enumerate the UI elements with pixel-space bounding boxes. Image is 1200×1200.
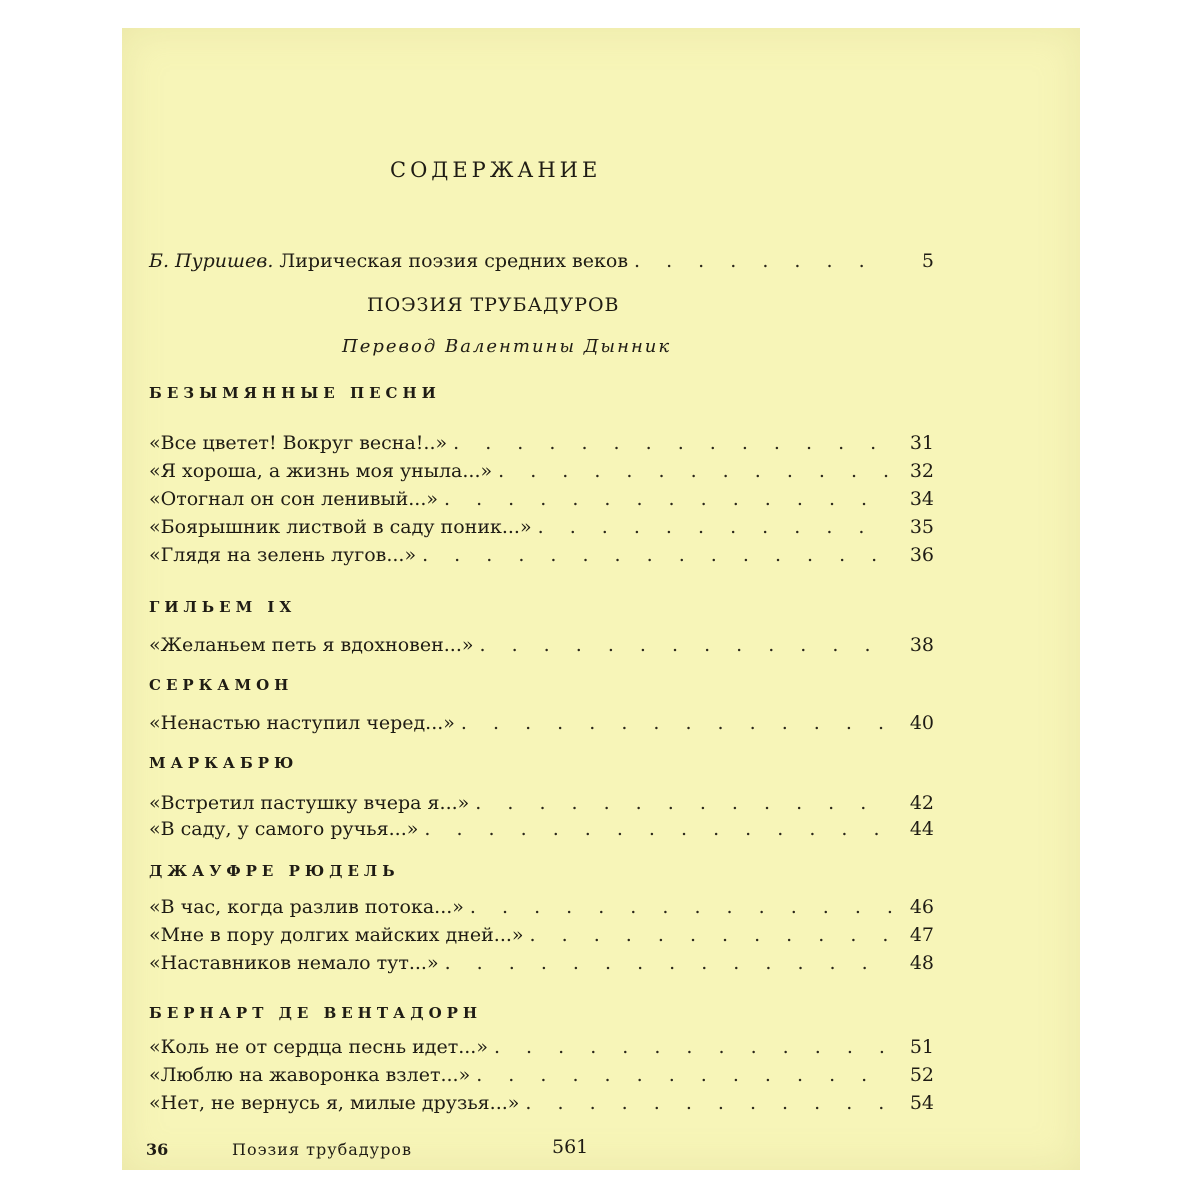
toc-entry[interactable] (149, 632, 934, 658)
toc-entry[interactable] (149, 922, 934, 948)
toc-entry-title: «Все цветет! Вокруг весна!..» (149, 432, 448, 454)
dot-leader (480, 632, 892, 658)
toc-entry[interactable] (149, 430, 934, 456)
toc-entry-title: «В саду, у самого ручья...» (149, 818, 419, 840)
dot-leader (494, 1034, 892, 1060)
toc-entry-page: 46 (909, 896, 934, 918)
toc-entry-page: 42 (909, 792, 934, 814)
toc-entry-title: «Коль не от сердца песнь идет...» (149, 1036, 488, 1058)
toc-entry-page: 38 (909, 634, 934, 656)
toc-entry-intro[interactable] (149, 248, 934, 274)
toc-entry-page: 54 (909, 1092, 934, 1114)
contents-sheet (122, 28, 1080, 1170)
toc-entry-title: «Люблю на жаворонка взлет...» (149, 1064, 471, 1086)
toc-entry-page: 35 (909, 516, 934, 538)
dot-leader (525, 1090, 892, 1116)
toc-entry-title: «В час, когда разлив потока...» (149, 896, 464, 918)
dot-leader (634, 248, 892, 274)
section-heading: БЕЗЫМЯННЫЕ ПЕСНИ (149, 384, 441, 402)
toc-entry[interactable] (149, 486, 934, 512)
toc-entry[interactable] (149, 514, 934, 540)
dot-leader (476, 1062, 892, 1088)
intro-author: Б. Пуришев. (149, 250, 274, 272)
dot-leader (445, 950, 892, 976)
toc-entry-title: «Ненастью наступил черед...» (149, 712, 455, 734)
toc-entry[interactable] (149, 790, 934, 816)
dot-leader (530, 922, 892, 948)
toc-entry-title: «Нет, не вернусь я, милые друзья...» (149, 1092, 520, 1114)
toc-entry-page: 5 (921, 250, 934, 272)
toc-entry[interactable] (149, 458, 934, 484)
toc-entry-page: 36 (909, 544, 934, 566)
translator-credit: Перевод Валентины Дынник (342, 336, 672, 357)
toc-entry-page: 51 (909, 1036, 934, 1058)
dot-leader (538, 514, 892, 540)
dot-leader (461, 710, 892, 736)
toc-entry[interactable] (149, 710, 934, 736)
section-heading: ДЖАУФРЕ РЮДЕЛЬ (149, 862, 400, 880)
toc-entry-page: 47 (909, 924, 934, 946)
signature-title: Поэзия трубадуров (232, 1140, 412, 1159)
toc-entry[interactable] (149, 1090, 934, 1116)
signature-number: 36 (146, 1140, 169, 1159)
part-heading: ПОЭЗИЯ ТРУБАДУРОВ (367, 294, 620, 316)
dot-leader (422, 542, 892, 568)
toc-entry-title: «Желаньем петь я вдохновен...» (149, 634, 474, 656)
toc-entry-title: «Встретил пастушку вчера я...» (149, 792, 470, 814)
dot-leader (453, 430, 892, 456)
toc-entry[interactable] (149, 542, 934, 568)
toc-entry-title: «Наставников немало тут...» (149, 952, 439, 974)
toc-entry[interactable] (149, 894, 934, 920)
book-page (122, 28, 1080, 1170)
intro-title: Лирическая поэзия средних веков (273, 250, 629, 272)
toc-entry[interactable] (149, 950, 934, 976)
section-heading: СЕРКАМОН (149, 676, 294, 694)
toc-entry-page: 31 (909, 432, 934, 454)
toc-entry-page: 48 (909, 952, 934, 974)
toc-entry-title: «Я хороша, а жизнь моя уныла...» (149, 460, 493, 482)
section-heading: МАРКАБРЮ (149, 754, 299, 772)
toc-entry-page: 34 (909, 488, 934, 510)
toc-entry-title (149, 248, 628, 274)
page-title: СОДЕРЖАНИЕ (390, 158, 602, 182)
toc-entry-page: 52 (909, 1064, 934, 1086)
section-heading: БЕРНАРТ ДЕ ВЕНТАДОРН (149, 1004, 483, 1022)
section-heading: ГИЛЬЕМ IX (149, 598, 297, 616)
toc-entry[interactable] (149, 1062, 934, 1088)
dot-leader (444, 486, 892, 512)
dot-leader (498, 458, 892, 484)
toc-entry-title: «Глядя на зелень лугов...» (149, 544, 417, 566)
dot-leader (424, 816, 892, 842)
toc-entry-page: 40 (909, 712, 934, 734)
toc-entry-title: «Мне в пору долгих майских дней...» (149, 924, 524, 946)
toc-entry-title: «Отогнал он сон ленивый...» (149, 488, 438, 510)
dot-leader (470, 894, 892, 920)
page-number: 561 (552, 1136, 589, 1158)
toc-entry[interactable] (149, 1034, 934, 1060)
toc-entry-page: 44 (909, 818, 934, 840)
toc-entry-title: «Боярышник листвой в саду поник...» (149, 516, 532, 538)
toc-entry[interactable] (149, 816, 934, 842)
dot-leader (475, 790, 892, 816)
toc-entry-page: 32 (909, 460, 934, 482)
